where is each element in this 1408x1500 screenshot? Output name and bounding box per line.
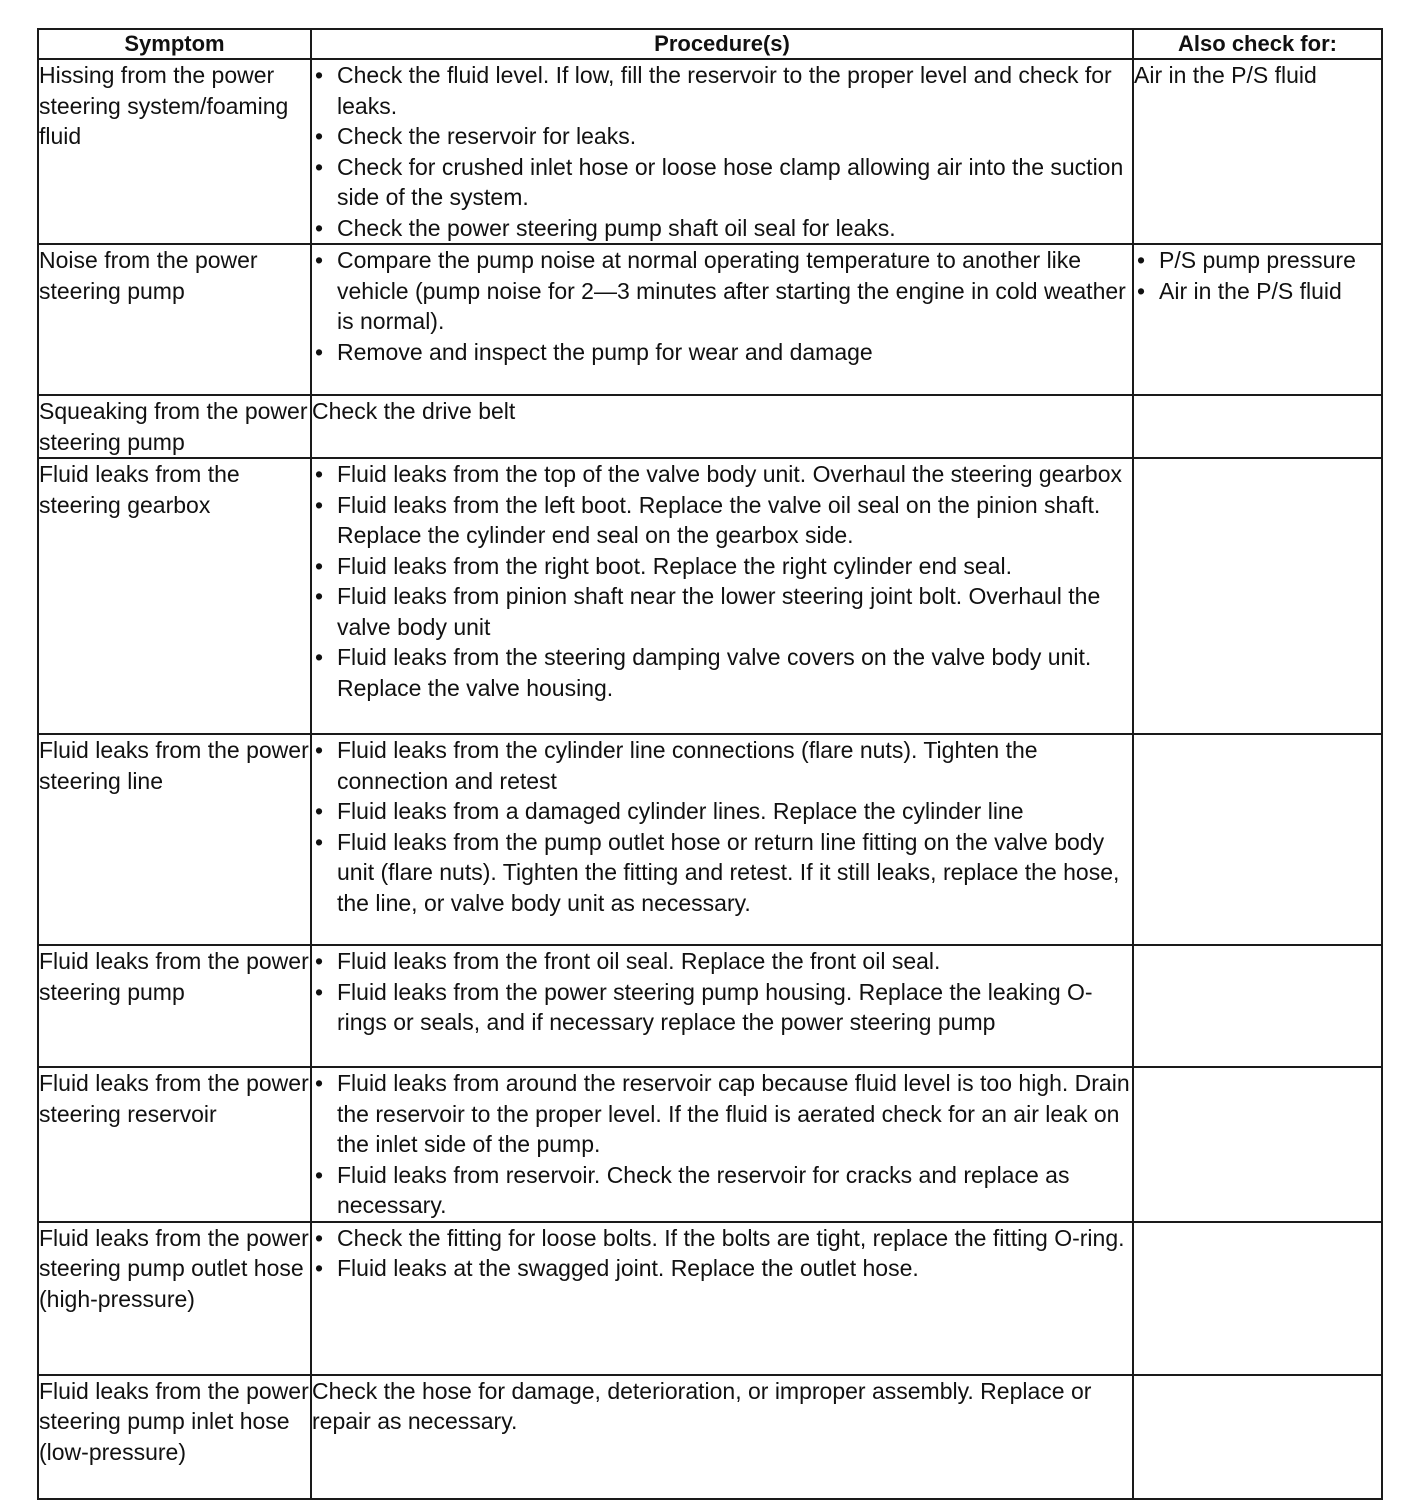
procedure-item: • Fluid leaks from the cylinder line connections (flare nuts). Tighten the connection and retest — [312, 735, 1132, 796]
procedure-list — [312, 1223, 1132, 1284]
procedure-cell — [311, 458, 1133, 734]
table-row — [38, 1375, 1382, 1499]
procedure-item: • Compare the pump noise at normal operating temperature to another like vehicle (pump noise for 2—3 minutes after starting the engine in cold weather is normal). — [312, 245, 1132, 337]
procedure-cell — [311, 945, 1133, 1067]
table-row — [38, 1067, 1382, 1222]
procedure-item: • Fluid leaks from around the reservoir cap because fluid level is too high. Drain the reservoir to the proper level. If the fluid is aerated check for an air leak on the inlet side of the pump. — [312, 1068, 1132, 1160]
procedure-cell — [311, 1222, 1133, 1375]
also-check-cell — [1133, 1222, 1382, 1375]
symptom-cell — [38, 59, 311, 244]
table-body — [38, 59, 1382, 1499]
procedure-header: Procedure(s) — [311, 29, 1133, 59]
symptom-text: Hissing from the power steering system/foaming fluid — [39, 62, 289, 149]
symptom-text: Fluid leaks from the power steering line — [39, 737, 309, 794]
procedure-item: • Fluid leaks from the front oil seal. Replace the front oil seal. — [312, 946, 1132, 977]
symptom-text: Fluid leaks from the power steering reservoir — [39, 1070, 309, 1127]
symptom-cell — [38, 395, 311, 458]
also-check-cell — [1133, 945, 1382, 1067]
procedure-list — [312, 735, 1132, 918]
procedure-list — [312, 60, 1132, 243]
procedure-list — [312, 946, 1132, 1038]
also-check-cell — [1133, 1067, 1382, 1222]
symptom-cell — [38, 1222, 311, 1375]
troubleshooting-table — [37, 28, 1383, 1500]
symptom-cell — [38, 1375, 311, 1499]
also-check-item: • Air in the P/S fluid — [1134, 276, 1381, 307]
table-row — [38, 395, 1382, 458]
procedure-item: • Fluid leaks from pinion shaft near the lower steering joint bolt. Overhaul the valve body unit — [312, 581, 1132, 642]
symptom-cell — [38, 945, 311, 1067]
also-check-item: • P/S pump pressure — [1134, 245, 1381, 276]
also-check-list — [1134, 245, 1381, 306]
header-row — [38, 29, 1382, 59]
symptom-cell — [38, 244, 311, 395]
procedure-item: • Fluid leaks from the pump outlet hose or return line fitting on the valve body unit (flare nuts). Tighten the fitting and retest. If it still leaks, replace the hose, the line, or valve body unit as necessary. — [312, 827, 1132, 919]
table-row — [38, 945, 1382, 1067]
procedure-text: Check the drive belt — [312, 398, 516, 424]
also-check-cell — [1133, 59, 1382, 244]
procedure-cell — [311, 395, 1133, 458]
table-row — [38, 734, 1382, 945]
procedure-item: • Fluid leaks from a damaged cylinder lines. Replace the cylinder line — [312, 796, 1132, 827]
table-row — [38, 458, 1382, 734]
procedure-item: • Fluid leaks from the power steering pump housing. Replace the leaking O-rings or seals, and if necessary replace the power steering pump — [312, 977, 1132, 1038]
symptom-header: Symptom — [38, 29, 311, 59]
procedure-item: • Check the power steering pump shaft oil seal for leaks. — [312, 213, 1132, 244]
table-row — [38, 1222, 1382, 1375]
also-check-text: Air in the P/S fluid — [1134, 62, 1317, 88]
symptom-cell — [38, 734, 311, 945]
symptom-cell — [38, 458, 311, 734]
procedure-list — [312, 1068, 1132, 1221]
procedure-item: • Fluid leaks from reservoir. Check the reservoir for cracks and replace as necessary. — [312, 1160, 1132, 1221]
procedure-item: • Fluid leaks from the right boot. Replace the right cylinder end seal. — [312, 551, 1132, 582]
procedure-item: • Fluid leaks from the left boot. Replace the valve oil seal on the pinion shaft. Replace the cylinder end seal on the gearbox side. — [312, 490, 1132, 551]
also-check-cell — [1133, 395, 1382, 458]
procedure-cell — [311, 734, 1133, 945]
also-check-cell — [1133, 1375, 1382, 1499]
also-check-header: Also check for: — [1133, 29, 1382, 59]
symptom-text: Noise from the power steering pump — [39, 247, 258, 304]
also-check-cell — [1133, 734, 1382, 945]
procedure-cell — [311, 1067, 1133, 1222]
procedure-item: • Fluid leaks from the top of the valve body unit. Overhaul the steering gearbox — [312, 459, 1132, 490]
table-row — [38, 59, 1382, 244]
procedure-list — [312, 459, 1132, 703]
procedure-item: • Check for crushed inlet hose or loose hose clamp allowing air into the suction side of the system. — [312, 152, 1132, 213]
symptom-text: Fluid leaks from the power steering pump inlet hose (low-pressure) — [39, 1377, 309, 1465]
also-check-cell — [1133, 458, 1382, 734]
symptom-text: Fluid leaks from the power steering pump — [39, 948, 309, 1005]
procedure-item: • Remove and inspect the pump for wear and damage — [312, 337, 1132, 368]
symptom-text: Squeaking from the power steering pump — [39, 398, 308, 455]
procedure-item: • Check the fitting for loose bolts. If the bolts are tight, replace the fitting O-ring. — [312, 1223, 1132, 1254]
procedure-item: • Fluid leaks at the swagged joint. Replace the outlet hose. — [312, 1253, 1132, 1284]
table-row — [38, 244, 1382, 395]
symptom-text: Fluid leaks from the power steering pump outlet hose (high-pressure) — [39, 1224, 309, 1312]
also-check-cell — [1133, 244, 1382, 395]
procedure-cell — [311, 244, 1133, 395]
procedure-cell — [311, 59, 1133, 244]
procedure-text: Check the hose for damage, deterioration, or improper assembly. Replace or repair as necessary. — [312, 1377, 1092, 1434]
procedure-item: • Fluid leaks from the steering damping valve covers on the valve body unit. Replace the valve housing. — [312, 642, 1132, 703]
symptom-cell — [38, 1067, 311, 1222]
procedure-list — [312, 245, 1132, 367]
procedure-item: • Check the fluid level. If low, fill the reservoir to the proper level and check for leaks. — [312, 60, 1132, 121]
symptom-text: Fluid leaks from the steering gearbox — [39, 461, 240, 518]
procedure-item: • Check the reservoir for leaks. — [312, 121, 1132, 152]
procedure-cell — [311, 1375, 1133, 1499]
